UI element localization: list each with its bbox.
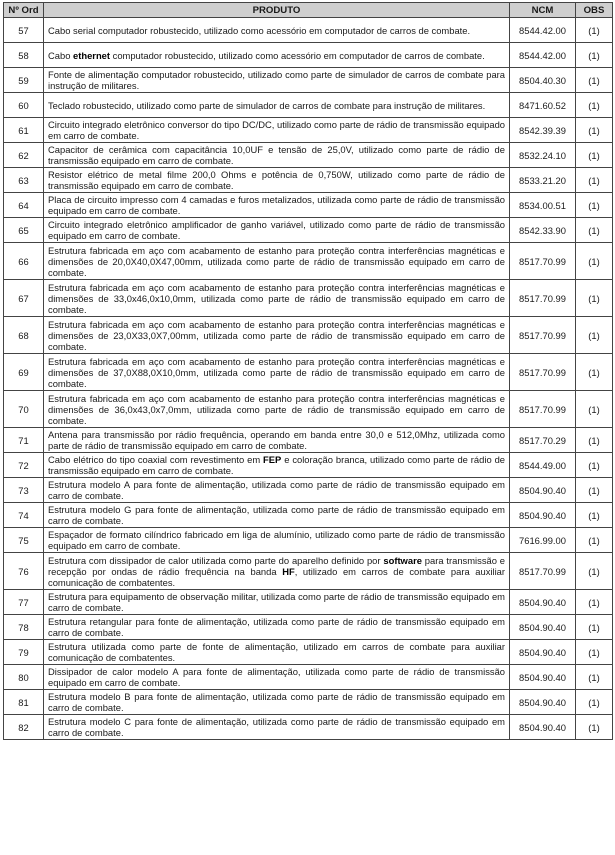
cell-produto: Cabo elétrico do tipo coaxial com revestimento em FEP e coloração branca, utilizado como parte de rádio de transmissão equipado em carro de combate. (44, 453, 510, 478)
cell-ncm: 7616.99.00 (510, 528, 576, 553)
table-row (4, 690, 613, 715)
cell-ord: 76 (4, 553, 44, 590)
cell-ord: 66 (4, 243, 44, 280)
table-row (4, 615, 613, 640)
cell-ncm: 8517.70.99 (510, 553, 576, 590)
cell-obs: (1) (576, 243, 613, 280)
cell-ord: 74 (4, 503, 44, 528)
cell-produto: Circuito integrado eletrônico conversor do tipo DC/DC, utilizado como parte de rádio de transmissão equipado em carro de combate. (44, 118, 510, 143)
products-table (3, 2, 613, 740)
cell-obs: (1) (576, 391, 613, 428)
table-body (4, 18, 613, 740)
cell-ncm: 8533.21.20 (510, 168, 576, 193)
cell-ncm: 8504.90.40 (510, 615, 576, 640)
cell-obs: (1) (576, 528, 613, 553)
table-row (4, 193, 613, 218)
cell-obs: (1) (576, 690, 613, 715)
cell-ord: 62 (4, 143, 44, 168)
cell-produto: Estrutura utilizada como parte de fonte de alimentação, utilizado em carros de combate para auxiliar comunicação de combatentes. (44, 640, 510, 665)
cell-ncm: 8542.39.39 (510, 118, 576, 143)
cell-ncm: 8517.70.99 (510, 280, 576, 317)
cell-ncm: 8504.90.40 (510, 640, 576, 665)
cell-produto: Estrutura fabricada em aço com acabamento de estanho para proteção contra interferências magnéticas e dimensões de 23,0X33,0X7,00mm, utilizada como parte de rádio de transmissão equipado em carro de combate. (44, 317, 510, 354)
cell-obs: (1) (576, 428, 613, 453)
cell-produto: Estrutura modelo G para fonte de alimentação, utilizada como parte de rádio de transmissão equipado em carro de combate. (44, 503, 510, 528)
cell-produto: Cabo ethernet computador robustecido, utilizado como acessório em computador de carros de combate. (44, 43, 510, 68)
cell-ord: 81 (4, 690, 44, 715)
cell-ncm: 8517.70.99 (510, 317, 576, 354)
cell-ord: 75 (4, 528, 44, 553)
cell-ord: 78 (4, 615, 44, 640)
cell-obs: (1) (576, 453, 613, 478)
table-row (4, 715, 613, 740)
cell-obs: (1) (576, 193, 613, 218)
cell-ord: 73 (4, 478, 44, 503)
cell-produto: Cabo serial computador robustecido, utilizado como acessório em computador de carros de combate. (44, 18, 510, 43)
table-row (4, 391, 613, 428)
cell-obs: (1) (576, 143, 613, 168)
cell-produto: Capacitor de cerâmica com capacitância 10,0UF e tensão de 25,0V, utilizado como parte de rádio de transmissão equipado em carro de combate. (44, 143, 510, 168)
table-row (4, 503, 613, 528)
cell-obs: (1) (576, 640, 613, 665)
cell-produto: Estrutura fabricada em aço com acabamento de estanho para proteção contra interferências magnéticas e dimensões de 36,0x43,0x7,0mm, utilizada como parte de rádio de transmissão equipado em carro de combate. (44, 391, 510, 428)
table-row (4, 590, 613, 615)
header-produto: PRODUTO (44, 3, 510, 18)
cell-ord: 61 (4, 118, 44, 143)
cell-obs: (1) (576, 118, 613, 143)
cell-produto: Estrutura para equipamento de observação militar, utilizada como parte de rádio de transmissão equipado em carro de combate. (44, 590, 510, 615)
cell-produto: Resistor elétrico de metal filme 200,0 Ohms e potência de 0,750W, utilizado como parte de rádio de transmissão equipado em carro de combate. (44, 168, 510, 193)
cell-obs: (1) (576, 478, 613, 503)
cell-ncm: 8504.40.30 (510, 68, 576, 93)
emphasized-term: software (383, 554, 422, 566)
cell-ncm: 8517.70.99 (510, 243, 576, 280)
table-row (4, 168, 613, 193)
cell-ncm: 8532.24.10 (510, 143, 576, 168)
cell-ord: 69 (4, 354, 44, 391)
table-row (4, 528, 613, 553)
cell-obs: (1) (576, 553, 613, 590)
cell-ord: 72 (4, 453, 44, 478)
emphasized-term: HF (282, 565, 295, 577)
cell-produto: Estrutura fabricada em aço com acabamento de estanho para proteção contra interferências magnéticas e dimensões de 37,0X88,0X10,0mm, utilizada como parte de rádio de transmissão equipado em carro de combate. (44, 354, 510, 391)
cell-produto: Circuito integrado eletrônico amplificador de ganho variável, utilizado como parte de rádio de transmissão equipado em carro de combate. (44, 218, 510, 243)
table-row (4, 143, 613, 168)
table-row (4, 428, 613, 453)
cell-ncm: 8471.60.52 (510, 93, 576, 118)
cell-produto: Estrutura fabricada em aço com acabamento de estanho para proteção contra interferências magnéticas e dimensões de 20,0X40,0X47,00mm, utilizada como parte de rádio de transmissão equipado em carro de combate. (44, 243, 510, 280)
cell-produto: Estrutura modelo B para fonte de alimentação, utilizada como parte de rádio de transmissão equipado em carro de combate. (44, 690, 510, 715)
cell-ord: 63 (4, 168, 44, 193)
cell-obs: (1) (576, 68, 613, 93)
cell-ord: 67 (4, 280, 44, 317)
table-header-row (4, 3, 613, 18)
table-row (4, 218, 613, 243)
cell-ord: 59 (4, 68, 44, 93)
table-row (4, 354, 613, 391)
cell-obs: (1) (576, 168, 613, 193)
cell-obs: (1) (576, 280, 613, 317)
cell-ord: 58 (4, 43, 44, 68)
cell-obs: (1) (576, 715, 613, 740)
table-row (4, 478, 613, 503)
header-obs: OBS (576, 3, 613, 18)
emphasized-term: FEP (263, 454, 282, 465)
cell-ord: 77 (4, 590, 44, 615)
table-row (4, 18, 613, 43)
products-table-container (3, 2, 613, 740)
cell-ord: 68 (4, 317, 44, 354)
table-row (4, 453, 613, 478)
table-row (4, 43, 613, 68)
cell-ncm: 8504.90.40 (510, 590, 576, 615)
cell-ncm: 8517.70.99 (510, 354, 576, 391)
cell-produto: Estrutura modelo A para fonte de alimentação, utilizada como parte de rádio de transmissão equipado em carro de combate. (44, 478, 510, 503)
cell-ord: 65 (4, 218, 44, 243)
cell-ncm: 8544.42.00 (510, 43, 576, 68)
cell-produto: Estrutura fabricada em aço com acabamento de estanho para proteção contra interferências magnéticas e dimensões de 33,0x46,0x10,0mm, utilizada como parte de rádio de transmissão equipado em carro de combate. (44, 280, 510, 317)
header-ncm: NCM (510, 3, 576, 18)
cell-ncm: 8517.70.29 (510, 428, 576, 453)
cell-obs: (1) (576, 18, 613, 43)
cell-ord: 80 (4, 665, 44, 690)
cell-produto: Dissipador de calor modelo A para fonte de alimentação, utilizada como parte de rádio de transmissão equipado em carro de combate. (44, 665, 510, 690)
cell-produto: Estrutura modelo C para fonte de alimentação, utilizada como parte de rádio de transmissão equipado em carro de combate. (44, 715, 510, 740)
cell-produto: Fonte de alimentação computador robustecido, utilizado como parte de simulador de carros de combate para instrução de militares. (44, 68, 510, 93)
cell-ord: 70 (4, 391, 44, 428)
cell-ord: 71 (4, 428, 44, 453)
table-row (4, 640, 613, 665)
cell-ord: 82 (4, 715, 44, 740)
cell-obs: (1) (576, 590, 613, 615)
cell-ncm: 8504.90.40 (510, 503, 576, 528)
cell-obs: (1) (576, 93, 613, 118)
cell-produto: Espaçador de formato cilíndrico fabricado em liga de alumínio, utilizado como parte de rádio de transmissão equipado em carro de combate. (44, 528, 510, 553)
cell-obs: (1) (576, 218, 613, 243)
table-row (4, 317, 613, 354)
table-row (4, 93, 613, 118)
cell-ncm: 8504.90.40 (510, 715, 576, 740)
cell-obs: (1) (576, 43, 613, 68)
cell-produto: Teclado robustecido, utilizado como parte de simulador de carros de combate para instrução de militares. (44, 93, 510, 118)
cell-ncm: 8517.70.99 (510, 391, 576, 428)
cell-produto: Placa de circuito impresso com 4 camadas e furos metalizados, utilizada como parte de rádio de transmissão equipado em carro de combate. (44, 193, 510, 218)
table-row (4, 118, 613, 143)
cell-ncm: 8504.90.40 (510, 690, 576, 715)
cell-produto: Estrutura com dissipador de calor utilizada como parte do aparelho definido por software para transmissão e recepção por ondas de rádio frequência na banda HF, utilizado em carros de combate para auxiliar comunicação de combatentes. (44, 553, 510, 590)
emphasized-term: ethernet (73, 49, 111, 61)
table-row (4, 665, 613, 690)
cell-obs: (1) (576, 615, 613, 640)
cell-ord: 57 (4, 18, 44, 43)
cell-ncm: 8542.33.90 (510, 218, 576, 243)
cell-obs: (1) (576, 503, 613, 528)
cell-obs: (1) (576, 354, 613, 391)
cell-produto: Estrutura retangular para fonte de alimentação, utilizada como parte de rádio de transmissão equipado em carro de combate. (44, 615, 510, 640)
cell-ord: 79 (4, 640, 44, 665)
table-row (4, 553, 613, 590)
cell-produto: Antena para transmissão por rádio frequência, operando em banda entre 30,0 e 512,0Mhz, utilizada como parte de rádio de transmissão equipado em carro de combate. (44, 428, 510, 453)
table-row (4, 243, 613, 280)
cell-ncm: 8544.42.00 (510, 18, 576, 43)
table-row (4, 68, 613, 93)
cell-ncm: 8534.00.51 (510, 193, 576, 218)
cell-ord: 60 (4, 93, 44, 118)
cell-ord: 64 (4, 193, 44, 218)
header-ord: Nº Ord (4, 3, 44, 18)
cell-ncm: 8544.49.00 (510, 453, 576, 478)
table-row (4, 280, 613, 317)
cell-obs: (1) (576, 665, 613, 690)
cell-obs: (1) (576, 317, 613, 354)
cell-ncm: 8504.90.40 (510, 665, 576, 690)
cell-ncm: 8504.90.40 (510, 478, 576, 503)
